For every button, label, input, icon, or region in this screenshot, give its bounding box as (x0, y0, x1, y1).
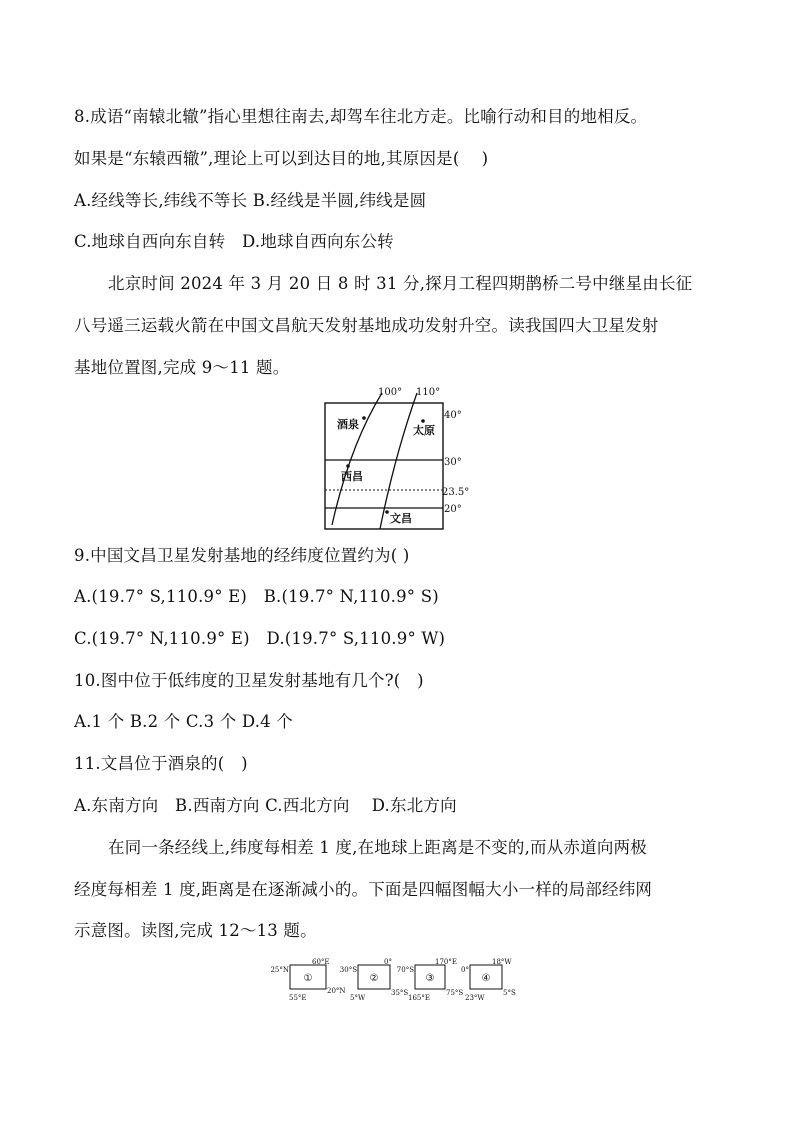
site-dot-xichang (346, 464, 350, 468)
site-label-jiuquan: 酒泉 (337, 418, 359, 431)
launch-site-map (320, 385, 480, 533)
grid-2 (340, 958, 409, 1002)
site-dot-taiyuan (421, 419, 425, 423)
grid-3-top-right: 170°E (435, 958, 457, 966)
grid-4 (461, 958, 516, 1002)
q11-options: A.东南方向 B.西南方向 C.西北方向 D.东北方向 (74, 796, 457, 815)
grid-1-top-right: 60°E (312, 958, 330, 966)
site-dot-wenchang (385, 510, 389, 514)
grid-4-right: 5°S (503, 989, 516, 997)
intro-1213-line2: 经度每相差 1 度,距离是在逐渐减小的。下面是四幅图幅大小一样的局部经纬网 (74, 880, 653, 899)
grid-2-number: ② (369, 973, 379, 984)
grid-1 (270, 958, 345, 1002)
grid-2-bottom-left: 5°W (350, 994, 366, 1002)
graticule-grids (270, 955, 526, 1005)
grid-1-number: ① (303, 973, 313, 984)
site-label-taiyuan: 太原 (413, 424, 435, 437)
q10-options: A.1 个 B.2 个 C.3 个 D.4 个 (74, 712, 294, 731)
grid-3-left: 70°S (396, 966, 414, 974)
site-label-wenchang: 文昌 (390, 512, 412, 525)
q9-stem: 9.中国文昌卫星发射基地的经纬度位置约为( ) (74, 546, 410, 565)
intro-1213-line3: 示意图。读图,完成 12～13 题。 (74, 921, 317, 940)
meridian-100 (332, 393, 382, 525)
lon-label-110: 110° (416, 387, 441, 398)
q8-stem-line2: 如果是“东辕西辙”,理论上可以到达目的地,其原因是( ) (74, 149, 489, 168)
intro-911-line2: 八号遥三运载火箭在中国文昌航天发射基地成功发射升空。读我国四大卫星发射 (74, 316, 659, 335)
q9-options-ab: A.(19.7° S,110.9° E) B.(19.7° N,110.9° S) (74, 587, 439, 606)
lon-label-100: 100° (378, 387, 403, 398)
site-dot-jiuquan (362, 416, 366, 420)
grid-4-top-right: 18°W (492, 958, 512, 966)
grid-2-left: 30°S (339, 966, 357, 974)
intro-911-line1: 北京时间 2024 年 3 月 20 日 8 时 31 分,探月工程四期鹊桥二号中继星由长征 (108, 274, 693, 293)
grid-1-right: 20°N (327, 987, 346, 995)
lat-label-40: 40° (444, 410, 462, 421)
grid-2-right: 35°S (391, 989, 409, 997)
lat-label-30: 30° (444, 457, 462, 468)
grid-4-bottom-left: 23°W (465, 994, 485, 1002)
meridian-110 (380, 393, 417, 529)
grid-2-top-right: 0° (384, 958, 392, 966)
q10-stem: 10.图中位于低纬度的卫星发射基地有几个?( ) (74, 671, 424, 690)
q8-stem-line1: 8.成语“南辕北辙”指心里想往南去,却驾车往北方走。比喻行动和目的地相反。 (74, 107, 648, 126)
lat-label-20: 20° (444, 504, 462, 515)
intro-1213-line1: 在同一条经线上,纬度每相差 1 度,在地球上距离是不变的,而从赤道向两极 (108, 838, 647, 857)
grid-3-bottom-left: 165°E (408, 994, 430, 1002)
grid-3-number: ③ (425, 973, 435, 984)
site-label-xichang: 西昌 (341, 470, 363, 483)
lat-label-23-5: 23.5° (442, 487, 470, 498)
q8-options-ab: A.经线等长,纬线不等长 B.经线是半圆,纬线是圆 (74, 191, 427, 210)
grid-1-left: 25°N (270, 966, 289, 974)
grid-4-number: ④ (481, 973, 491, 984)
grid-1-bottom-left: 55°E (289, 994, 307, 1002)
q8-options-cd: C.地球自西向东自转 D.地球自西向东公转 (74, 232, 394, 251)
q11-stem: 11.文昌位于酒泉的( ) (74, 754, 248, 773)
q9-options-cd: C.(19.7° N,110.9° E) D.(19.7° S,110.9° W) (74, 629, 446, 648)
grid-4-left: 0° (461, 966, 469, 974)
grid-3-right: 75°S (446, 989, 464, 997)
intro-911-line3: 基地位置图,完成 9～11 题。 (74, 358, 290, 377)
